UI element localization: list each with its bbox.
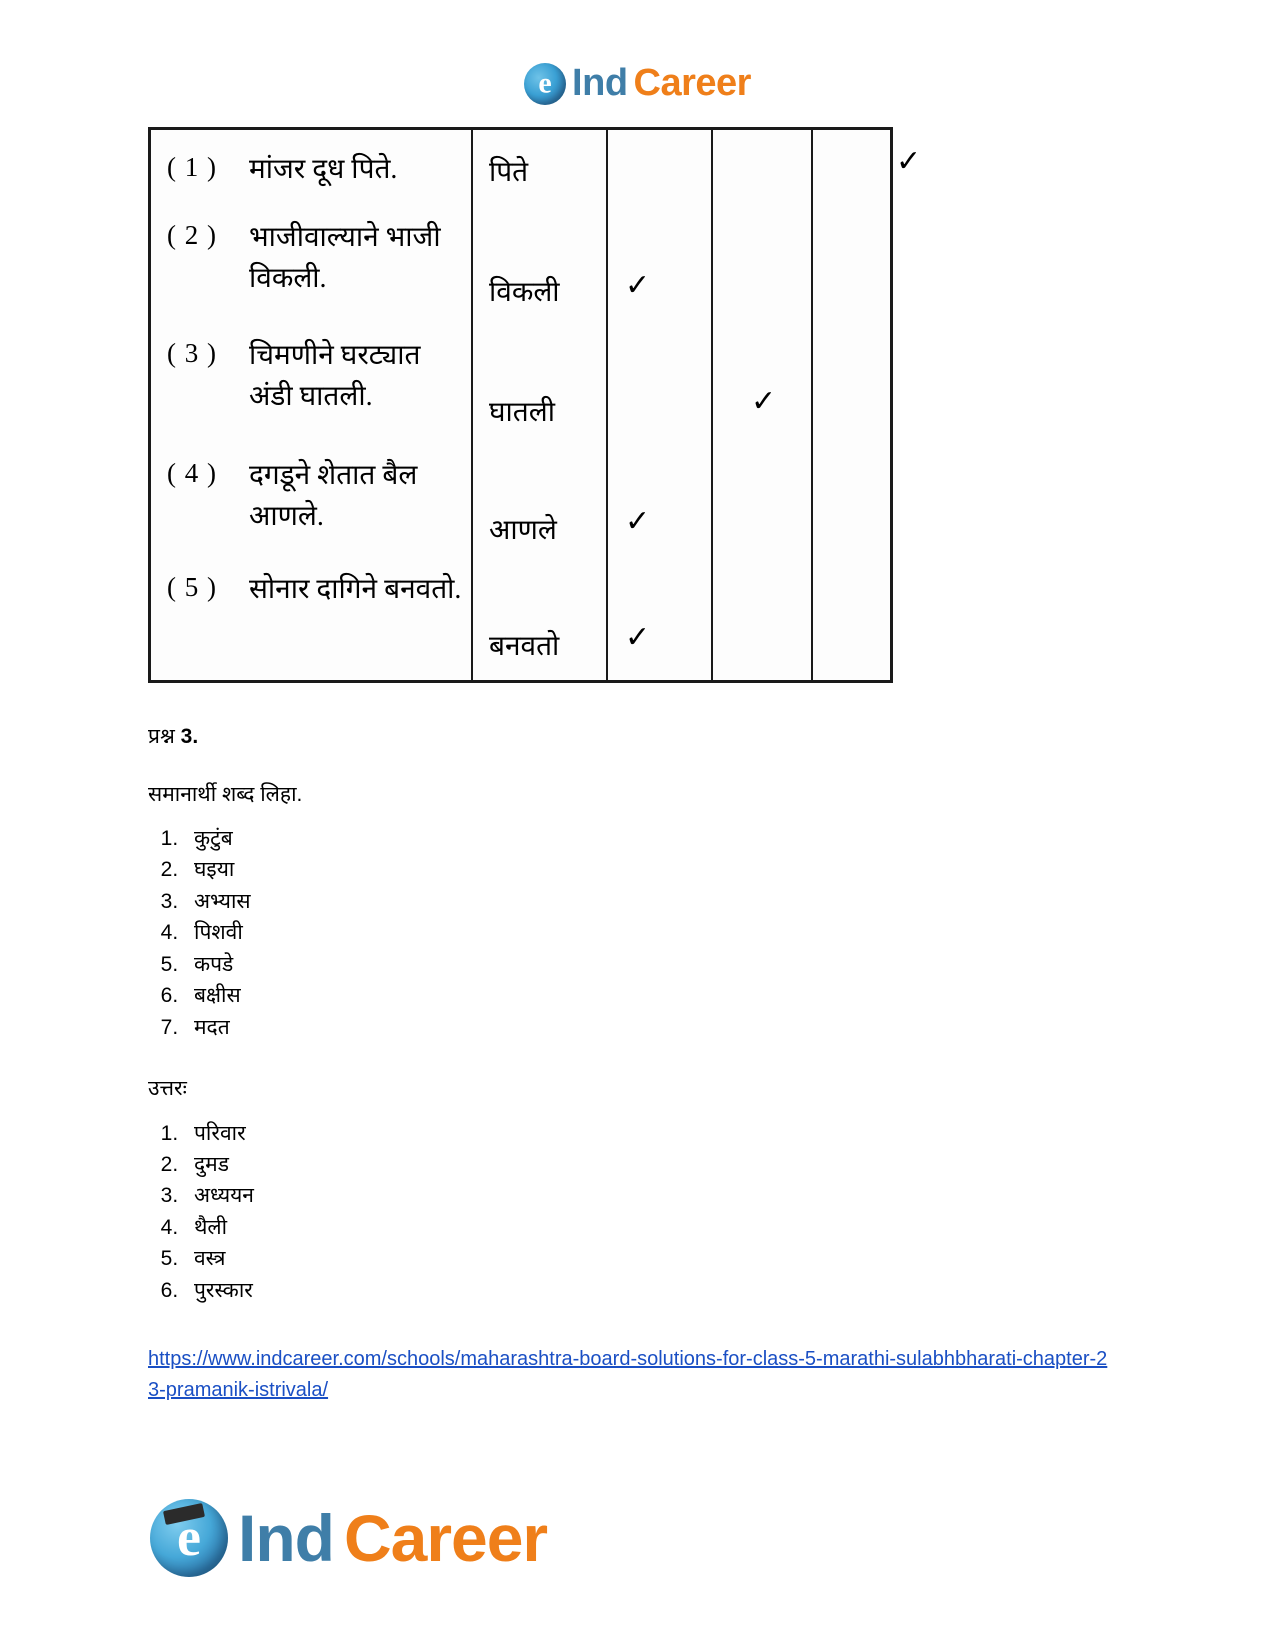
indcareer-logo-icon bbox=[150, 1499, 228, 1577]
list-item: 5. कपडे bbox=[184, 950, 1128, 980]
question-prompt: समानार्थी शब्द लिहा. bbox=[148, 782, 303, 806]
row-verb: बनवतो bbox=[489, 631, 560, 662]
brand-name-ind: Ind bbox=[238, 1501, 334, 1575]
list-item: 4. थैली bbox=[184, 1213, 1128, 1243]
graduation-cap-icon bbox=[163, 1503, 205, 1525]
list-item: 6. पुरस्कार bbox=[184, 1276, 1128, 1306]
list-item: 5. वस्त्र bbox=[184, 1244, 1128, 1274]
answer-label: उत्तरः bbox=[148, 1077, 187, 1101]
worksheet-table bbox=[148, 127, 922, 683]
row-number: ( 4 ) bbox=[167, 458, 217, 488]
row-sentence: भाजीवाल्याने भाजी विकली. bbox=[249, 222, 441, 294]
source-url-link[interactable]: https://www.indcareer.com/schools/maharashtra-board-solutions-for-class-5-marathi-sulabhbharati-chapter-23-pramanik-istrivala/ bbox=[148, 1348, 1108, 1402]
question-label bbox=[148, 721, 1128, 753]
list-item: 3. अध्ययन bbox=[184, 1181, 1128, 1211]
list-item: 1. कुटुंब bbox=[184, 824, 1128, 854]
row-sentence: दगडूने शेतात बैल आणले. bbox=[249, 460, 418, 532]
table-divider-1 bbox=[471, 130, 473, 680]
list-item: 7. मदत bbox=[184, 1013, 1128, 1043]
checkmark-icon: ✓ bbox=[625, 504, 651, 539]
row-number: ( 3 ) bbox=[167, 338, 217, 368]
brand-name-career: Career bbox=[343, 1501, 548, 1575]
row-sentence: मांजर दूध पिते. bbox=[249, 154, 398, 185]
list-item: 2. घइया bbox=[184, 855, 1128, 885]
question-label-number: 3. bbox=[180, 725, 199, 748]
document-body bbox=[148, 721, 1128, 1306]
source-url[interactable] bbox=[148, 1344, 1108, 1406]
checkmark-icon: ✓ bbox=[625, 620, 651, 655]
row-number: ( 2 ) bbox=[167, 220, 217, 250]
answer-items-list bbox=[148, 1119, 1128, 1307]
row-verb: घातली bbox=[489, 397, 555, 428]
indcareer-logo-icon bbox=[524, 63, 566, 105]
brand-name-career: Career bbox=[633, 62, 751, 104]
checkmark-icon: ✓ bbox=[751, 384, 777, 419]
table-divider-3 bbox=[711, 130, 713, 680]
row-verb: आणले bbox=[489, 515, 557, 546]
list-item: 4. पिशवी bbox=[184, 918, 1128, 948]
question-items-list bbox=[148, 824, 1128, 1043]
question-label-prefix: प्रश्न bbox=[148, 725, 181, 748]
brand-name-ind: Ind bbox=[572, 62, 628, 104]
row-sentence: चिमणीने घरट्यात अंडी घातली. bbox=[249, 340, 421, 412]
list-item: 3. अभ्यास bbox=[184, 887, 1128, 917]
table-divider-2 bbox=[606, 130, 608, 680]
checkmark-icon: ✓ bbox=[625, 268, 651, 303]
list-item: 6. बक्षीस bbox=[184, 981, 1128, 1011]
row-number: ( 1 ) bbox=[167, 152, 217, 182]
list-item: 1. परिवार bbox=[184, 1119, 1128, 1149]
row-verb: पिते bbox=[489, 157, 529, 188]
table-divider-4 bbox=[811, 130, 813, 680]
checkmark-icon: ✓ bbox=[896, 144, 922, 179]
row-verb: विकली bbox=[489, 277, 560, 308]
page-footer-logo bbox=[150, 1499, 547, 1577]
row-number: ( 5 ) bbox=[167, 572, 217, 602]
row-sentence: सोनार दागिने बनवतो. bbox=[249, 574, 462, 605]
page-header-logo bbox=[0, 0, 1275, 105]
list-item: 2. दुमड bbox=[184, 1150, 1128, 1180]
